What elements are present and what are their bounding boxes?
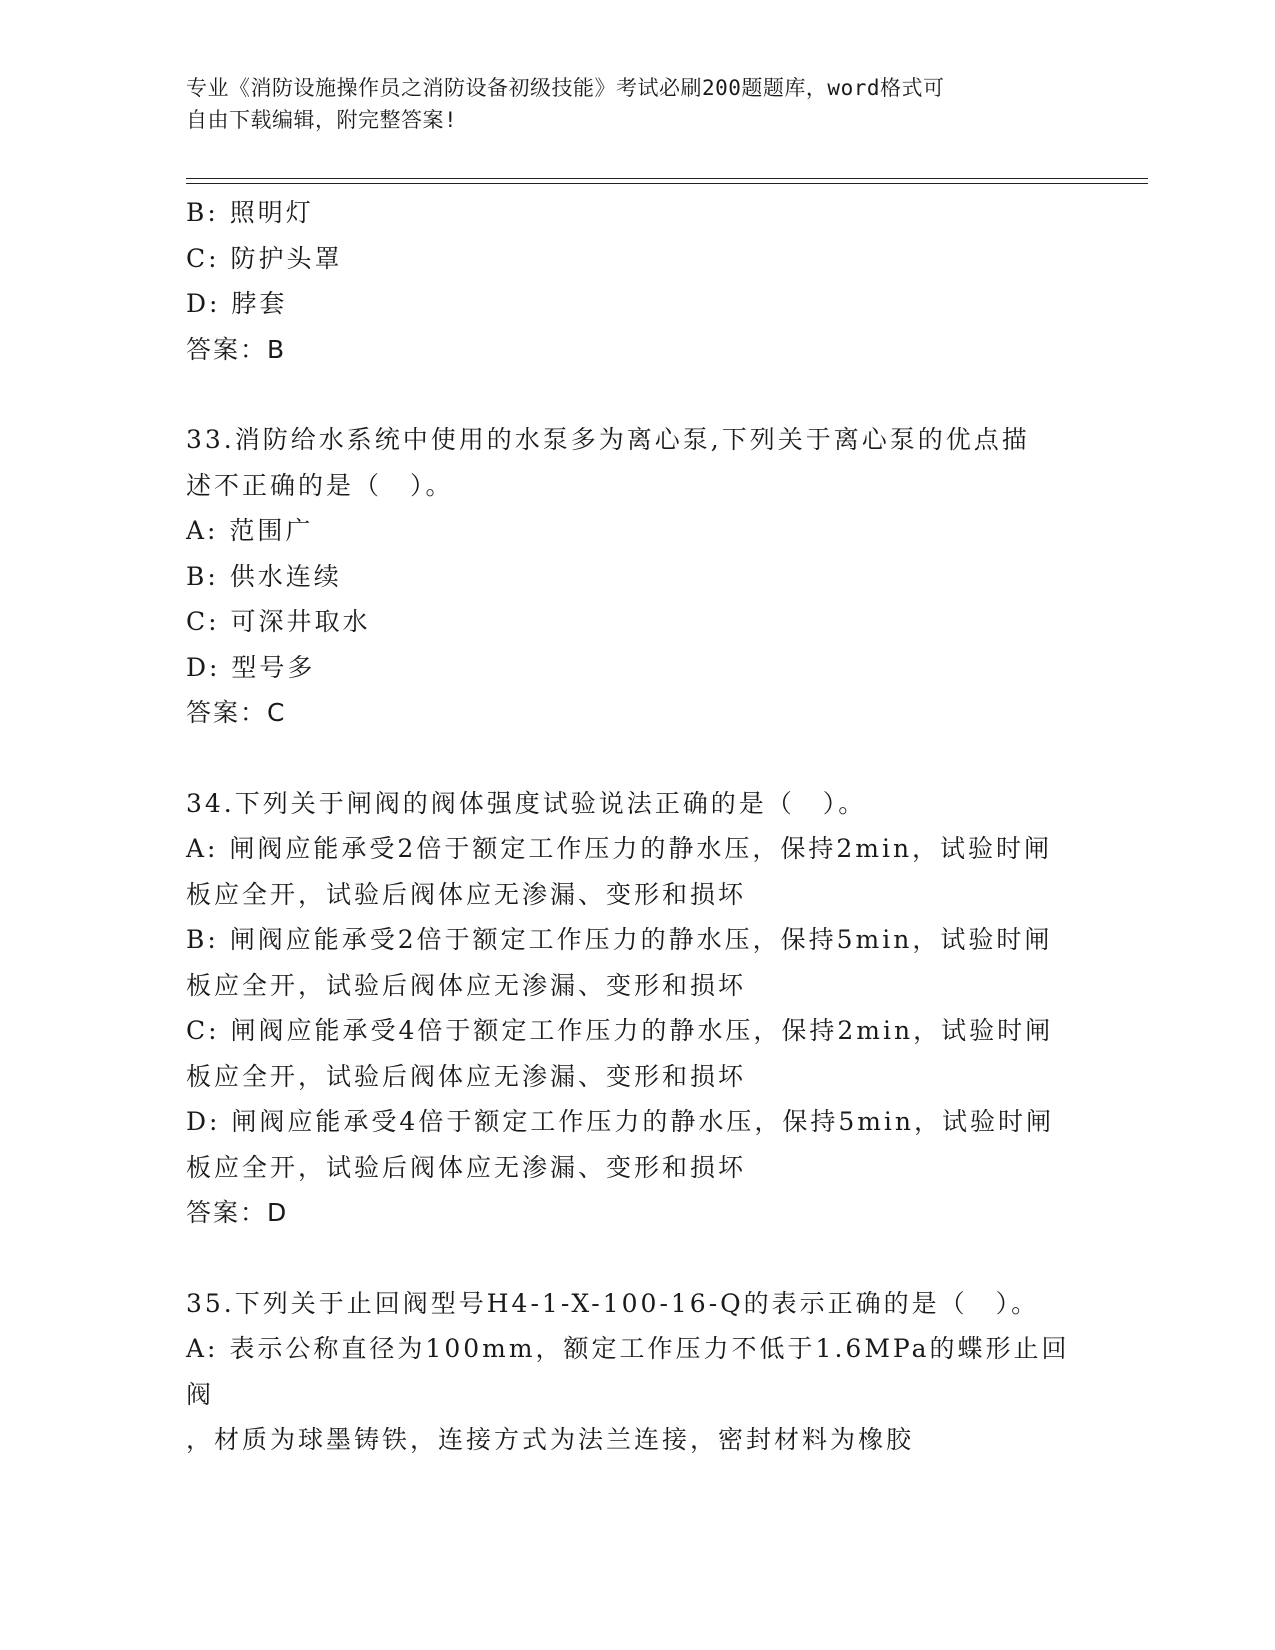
option-b: B: 供水连续 (186, 561, 342, 591)
header-rule-top (186, 178, 1148, 179)
answer-line: 答案：C (186, 698, 287, 727)
question-34 (186, 781, 1086, 1236)
option-b-cont: 板应全开，试验后阀体应无渗漏、变形和损坏 (186, 970, 747, 1000)
question-stem: 33.消防给水系统中使用的水泵多为离心泵,下列关于离心泵的优点描 (186, 425, 1030, 454)
document-body (186, 190, 1086, 1463)
option-a-cont: ，材质为球墨铸铁，连接方式为法兰连接，密封材料为橡胶 (186, 1425, 915, 1454)
question-stem: 述不正确的是（ ）。 (186, 470, 454, 500)
option-a-cont: 板应全开，试验后阀体应无渗漏、变形和损坏 (186, 879, 747, 909)
option-c-cont: 板应全开，试验后阀体应无渗漏、变形和损坏 (186, 1061, 747, 1091)
answer-line: 答案：B (186, 334, 287, 364)
option-c: C: 可深井取水 (186, 607, 371, 636)
header-line-2: 自由下载编辑，附完整答案! (186, 108, 458, 132)
question-35 (186, 1281, 1086, 1463)
spacer (186, 372, 1086, 417)
header-line-1: 专业《消防设施操作员之消防设备初级技能》考试必刷200题题库，word格式可 (186, 76, 945, 100)
option-d: D: 闸阀应能承受4倍于额定工作压力的静水压，保持5min，试验时闸 (186, 1107, 1055, 1136)
spacer (186, 1236, 1086, 1281)
option-b: B: 闸阀应能承受2倍于额定工作压力的静水压，保持5min，试验时闸 (186, 925, 1053, 954)
option-b: B: 照明灯 (186, 198, 314, 227)
question-32-tail (186, 190, 1086, 372)
option-a: A: 闸阀应能承受2倍于额定工作压力的静水压，保持2min，试验时闸 (186, 834, 1053, 863)
option-a: A: 范围广 (186, 516, 314, 545)
option-d: D: 脖套 (186, 289, 288, 318)
option-c: C: 闸阀应能承受4倍于额定工作压力的静水压，保持2min，试验时闸 (186, 1016, 1054, 1045)
option-a: A: 表示公称直径为100mm，额定工作压力不低于1.6MPa的蝶形止回阀 (186, 1334, 1070, 1409)
option-d-cont: 板应全开，试验后阀体应无渗漏、变形和损坏 (186, 1152, 747, 1182)
document-header (186, 72, 1066, 136)
question-stem: 35.下列关于止回阀型号H4-1-X-100-16-Q的表示正确的是（ ）。 (186, 1288, 1040, 1318)
question-stem: 34.下列关于闸阀的阀体强度试验说法正确的是（ ）。 (186, 788, 867, 818)
option-c: C: 防护头罩 (186, 243, 343, 273)
header-rule-bottom (186, 183, 1148, 184)
option-d: D: 型号多 (186, 652, 316, 682)
spacer (186, 736, 1086, 781)
answer-line: 答案：D (186, 1198, 289, 1227)
question-33 (186, 417, 1086, 736)
